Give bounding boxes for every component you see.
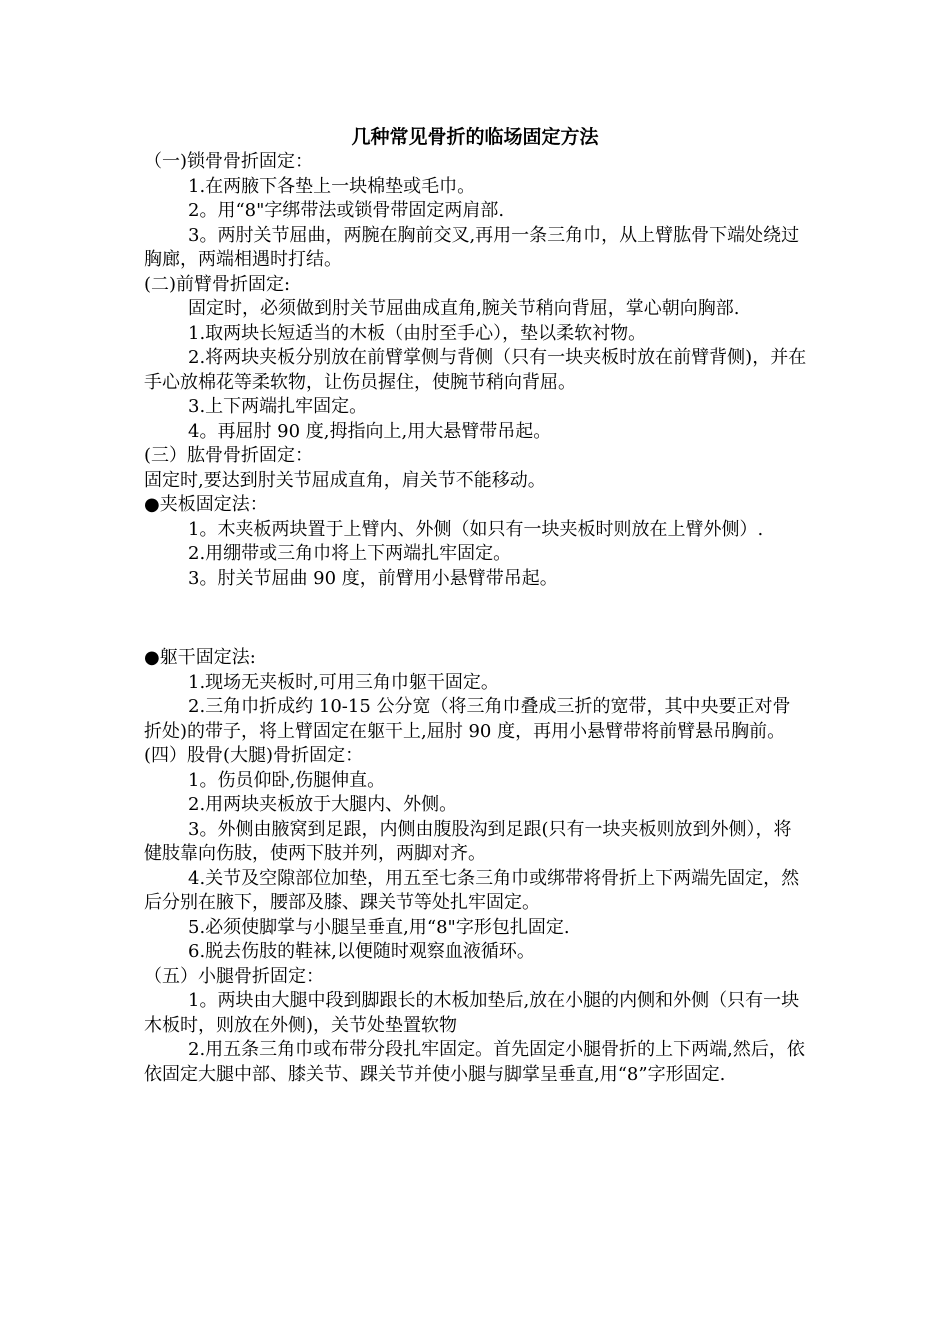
paragraph: 1。两块由大腿中段到脚跟长的木板加垫后,放在小腿的内侧和外侧（只有一块木板时，则放在外侧)，关节处垫置软物 — [144, 990, 800, 1036]
paragraph: (二)前臂骨折固定: — [144, 273, 291, 295]
paragraph: (三）肱骨骨折固定： — [144, 445, 314, 466]
paragraph: 5.必须使脚掌与小腿呈垂直,用“8"字形包扎固定. — [188, 916, 570, 938]
paragraph: (四）股骨(大腿)骨折固定： — [144, 745, 364, 766]
paragraph-spacer — [144, 591, 808, 646]
paragraph: 3。外侧由腋窝到足跟，内侧由腹股沟到足跟(只有一块夹板则放到外侧），将健肢靠向伤肢，使两下肢并列，两脚对齐。 — [144, 818, 792, 864]
paragraph: 1.现场无夹板时,可用三角巾躯干固定。 — [188, 671, 499, 693]
paragraph: ●夹板固定法： — [144, 494, 268, 515]
paragraph: 1。木夹板两块置于上臂内、外侧（如只有一块夹板时则放在上臂外侧）. — [188, 518, 764, 540]
paragraph: （五）小腿骨折固定： — [144, 965, 324, 987]
paragraph: 1.在两腋下各垫上一块棉垫或毛巾。 — [188, 175, 476, 197]
document-title: 几种常见骨折的临场固定方法 — [351, 126, 599, 148]
paragraph: 2.用五条三角巾或布带分段扎牢固定。首先固定小腿骨折的上下两端,然后，依依固定大腿中部、膝关节、踝关节并使小腿与脚掌呈垂直,用“8”字形固定. — [144, 1039, 805, 1085]
paragraph: 2.将两块夹板分别放在前臂掌侧与背侧（只有一块夹板时放在前臂背侧)，并在手心放棉花等柔软物，让伤员握住，使腕节稍向背屈。 — [144, 347, 807, 393]
paragraph: （一)锁骨骨折固定： — [144, 151, 314, 172]
paragraph: ●躯干固定法: — [144, 647, 256, 668]
paragraph: 2.用绷带或三角巾将上下两端扎牢固定。 — [188, 543, 512, 564]
paragraph: 2.三角巾折成约 10-15 公分宽（将三角巾叠成三折的宽带，其中央要正对骨折处)的带子，将上臂固定在躯干上,屈肘 90 度，再用小悬臂带将前臂悬吊胸前。 — [144, 696, 791, 742]
paragraph: 3。两肘关节屈曲，两腕在胸前交叉,再用一条三角巾，从上臂肱骨下端处绕过胸廊，两端相遇时打结。 — [144, 224, 800, 270]
paragraph: 2。用“8"字绑带法或锁骨带固定两肩部. — [188, 200, 505, 221]
paragraph: 6.脱去伤肢的鞋袜,以便随时观察血液循环。 — [188, 941, 535, 962]
paragraph: 3.上下两端扎牢固定。 — [188, 396, 368, 417]
paragraph: 3。肘关节屈曲 90 度，前臂用小悬臂带吊起。 — [188, 567, 558, 589]
paragraph: 4.关节及空隙部位加垫，用五至七条三角巾或绑带将骨折上下两端先固定，然后分别在腋下，腰部及膝、踝关节等处扎牢固定。 — [144, 867, 800, 913]
paragraph: 2.用两块夹板放于大腿内、外侧。 — [188, 794, 458, 815]
paragraph: 1。伤员仰卧,伤腿伸直。 — [188, 769, 386, 791]
paragraph: 固定时，必须做到肘关节屈曲成直角,腕关节稍向背屈，掌心朝向胸部. — [188, 298, 740, 319]
paragraph: 4。再屈肘 90 度,拇指向上,用大悬臂带吊起。 — [188, 420, 552, 442]
document-body — [144, 150, 808, 1087]
paragraph: 固定时,要达到肘关节屈成直角，肩关节不能移动。 — [144, 469, 546, 491]
paragraph: 1.取两块长短适当的木板（由肘至手心），垫以柔软衬物。 — [188, 322, 647, 344]
